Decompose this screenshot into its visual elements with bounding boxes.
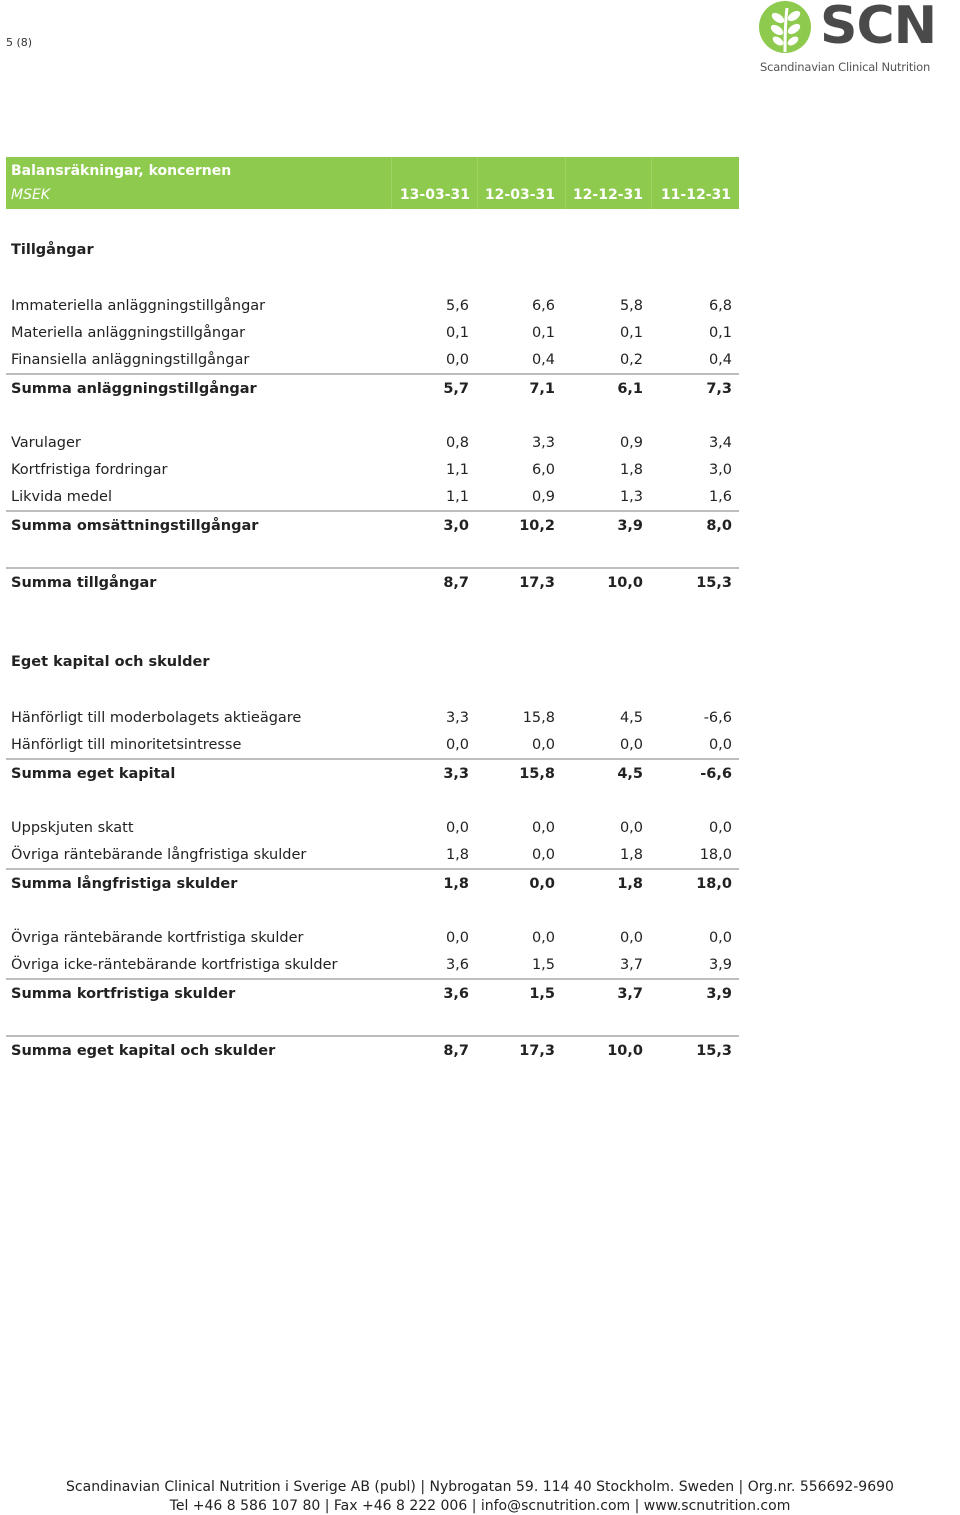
footer-contact: Tel +46 8 586 107 80 | Fax +46 8 222 006 | info@scnutrition.com | www.scnutrition.com [169,1498,791,1514]
row-value: 6,6 [531,298,555,314]
row-value: 4,5 [617,766,643,782]
row-value: 3,3 [531,435,555,451]
row-label: Materiella anläggningstillgångar [11,325,246,341]
row-value: 17,3 [519,1043,555,1059]
row-value: 1,5 [531,957,555,973]
row-value: 10,0 [607,1043,643,1059]
row-value: 7,1 [529,381,555,397]
row-value: 1,1 [445,462,469,478]
table-summary-row [6,567,739,593]
row-value: 15,8 [519,766,555,782]
row-value: 3,6 [445,957,469,973]
row-value: 15,8 [522,710,555,726]
row-value: 0,0 [531,737,555,753]
row-value: 0,0 [445,352,469,368]
row-value: 0,2 [619,352,643,368]
row-label: Varulager [11,435,81,451]
row-value: 0,0 [529,876,555,892]
row-value: 15,3 [696,575,732,591]
row-label: Övriga icke-räntebärande kortfristiga skulder [11,957,338,973]
row-value: 0,0 [708,737,732,753]
table-summary-row [6,978,739,1004]
column-header: 11-12-31 [660,187,731,203]
row-value: 18,0 [699,847,732,863]
row-label: Summa tillgångar [11,575,157,591]
scn-logo [758,0,958,78]
column-header: 12-03-31 [484,187,555,203]
column-header: 13-03-31 [399,187,470,203]
row-value: -6,6 [700,766,732,782]
row-value: 5,6 [445,298,469,314]
row-value: 0,0 [531,930,555,946]
row-value: 1,5 [529,986,555,1002]
row-value: 0,1 [531,325,555,341]
row-label: Summa anläggningstillgångar [11,381,257,397]
row-value: 3,7 [617,986,643,1002]
row-value: 3,9 [708,957,732,973]
row-value: 3,9 [706,986,732,1002]
row-value: 6,8 [708,298,732,314]
table-title: Balansräkningar, koncernen [11,163,232,179]
row-value: 0,0 [531,820,555,836]
row-label: Summa kortfristiga skulder [11,986,236,1002]
row-value: 6,1 [617,381,643,397]
row-label: Hänförligt till minoritetsintresse [11,737,242,753]
row-value: 1,3 [619,489,643,505]
row-value: 1,8 [619,847,643,863]
row-value: 3,3 [445,710,469,726]
table-row [6,708,739,730]
row-value: 3,0 [443,518,469,534]
table-summary-row [6,868,739,894]
table-header-title-row [6,157,739,184]
row-value: 3,7 [619,957,643,973]
row-value: 5,8 [619,298,643,314]
row-value: 8,7 [443,1043,469,1059]
row-value: 0,0 [708,820,732,836]
row-value: 7,3 [706,381,732,397]
table-row [6,350,739,372]
table-summary-row [6,373,739,399]
table-row [6,487,739,509]
leaf-icon [758,0,818,56]
row-value: 0,1 [445,325,469,341]
table-row [6,433,739,455]
row-value: 0,1 [619,325,643,341]
row-label: Kortfristiga fordringar [11,462,168,478]
table-row [6,323,739,345]
row-value: 5,7 [443,381,469,397]
row-value: 10,2 [519,518,555,534]
row-value: 3,4 [708,435,732,451]
row-label: Summa långfristiga skulder [11,876,238,892]
row-label: Övriga räntebärande långfristiga skulder [11,847,307,863]
row-value: 0,4 [708,352,732,368]
row-value: 0,0 [531,847,555,863]
row-value: 0,9 [619,435,643,451]
row-value: 8,7 [443,575,469,591]
row-label: Övriga räntebärande kortfristiga skulder [11,930,304,946]
row-value: 1,8 [617,876,643,892]
row-value: 3,9 [617,518,643,534]
row-label: Summa eget kapital och skulder [11,1043,276,1059]
row-value: 17,3 [519,575,555,591]
table-summary-row [6,1035,739,1061]
row-value: 3,0 [708,462,732,478]
row-value: 0,8 [445,435,469,451]
row-value: 4,5 [619,710,643,726]
unit-label: MSEK [11,187,50,203]
row-value: 0,0 [445,930,469,946]
row-value: -6,6 [703,710,732,726]
row-label: Hänförligt till moderbolagets aktieägare [11,710,302,726]
balance-sheet-table [6,157,739,1059]
row-value: 0,1 [708,325,732,341]
row-label: Likvida medel [11,489,113,505]
page-number: 5 (8) [6,36,33,49]
row-value: 18,0 [696,876,732,892]
row-label: Uppskjuten skatt [11,820,134,836]
table-row [6,460,739,482]
row-value: 0,0 [619,820,643,836]
row-value: 3,6 [443,986,469,1002]
row-value: 1,6 [708,489,732,505]
table-row [6,928,739,950]
row-value: 0,0 [619,737,643,753]
table-row [6,296,739,318]
row-value: 0,9 [531,489,555,505]
row-value: 0,4 [531,352,555,368]
table-summary-row [6,758,739,784]
table-row [6,735,739,757]
row-value: 0,0 [619,930,643,946]
row-label: Finansiella anläggningstillgångar [11,352,250,368]
footer-address: Scandinavian Clinical Nutrition i Sverige AB (publ) | Nybrogatan 59. 114 40 Stockholm. Sweden | Org.nr. 556692-9690 [66,1479,894,1495]
row-label: Summa omsättningstillgångar [11,518,259,534]
table-row [6,845,739,867]
row-value: 1,8 [445,847,469,863]
row-value: 1,8 [619,462,643,478]
row-value: 1,8 [443,876,469,892]
row-value: 0,0 [445,737,469,753]
table-row [6,818,739,840]
row-value: 3,3 [443,766,469,782]
row-value: 6,0 [531,462,555,478]
logo-tagline: Scandinavian Clinical Nutrition [760,60,931,74]
row-label: Immateriella anläggningstillgångar [11,298,266,314]
row-value: 15,3 [696,1043,732,1059]
row-value: 8,0 [706,518,732,534]
row-value: 10,0 [607,575,643,591]
logo-wordmark: SCN [820,0,937,56]
table-row [6,955,739,977]
section-heading-assets: Tillgångar [11,242,94,258]
row-value: 1,1 [445,489,469,505]
row-value: 0,0 [708,930,732,946]
row-value: 0,0 [445,820,469,836]
table-header-columns-row [6,184,739,209]
column-header: 12-12-31 [572,187,643,203]
table-summary-row [6,510,739,536]
section-heading-equity-liabilities: Eget kapital och skulder [11,654,210,670]
row-label: Summa eget kapital [11,766,176,782]
